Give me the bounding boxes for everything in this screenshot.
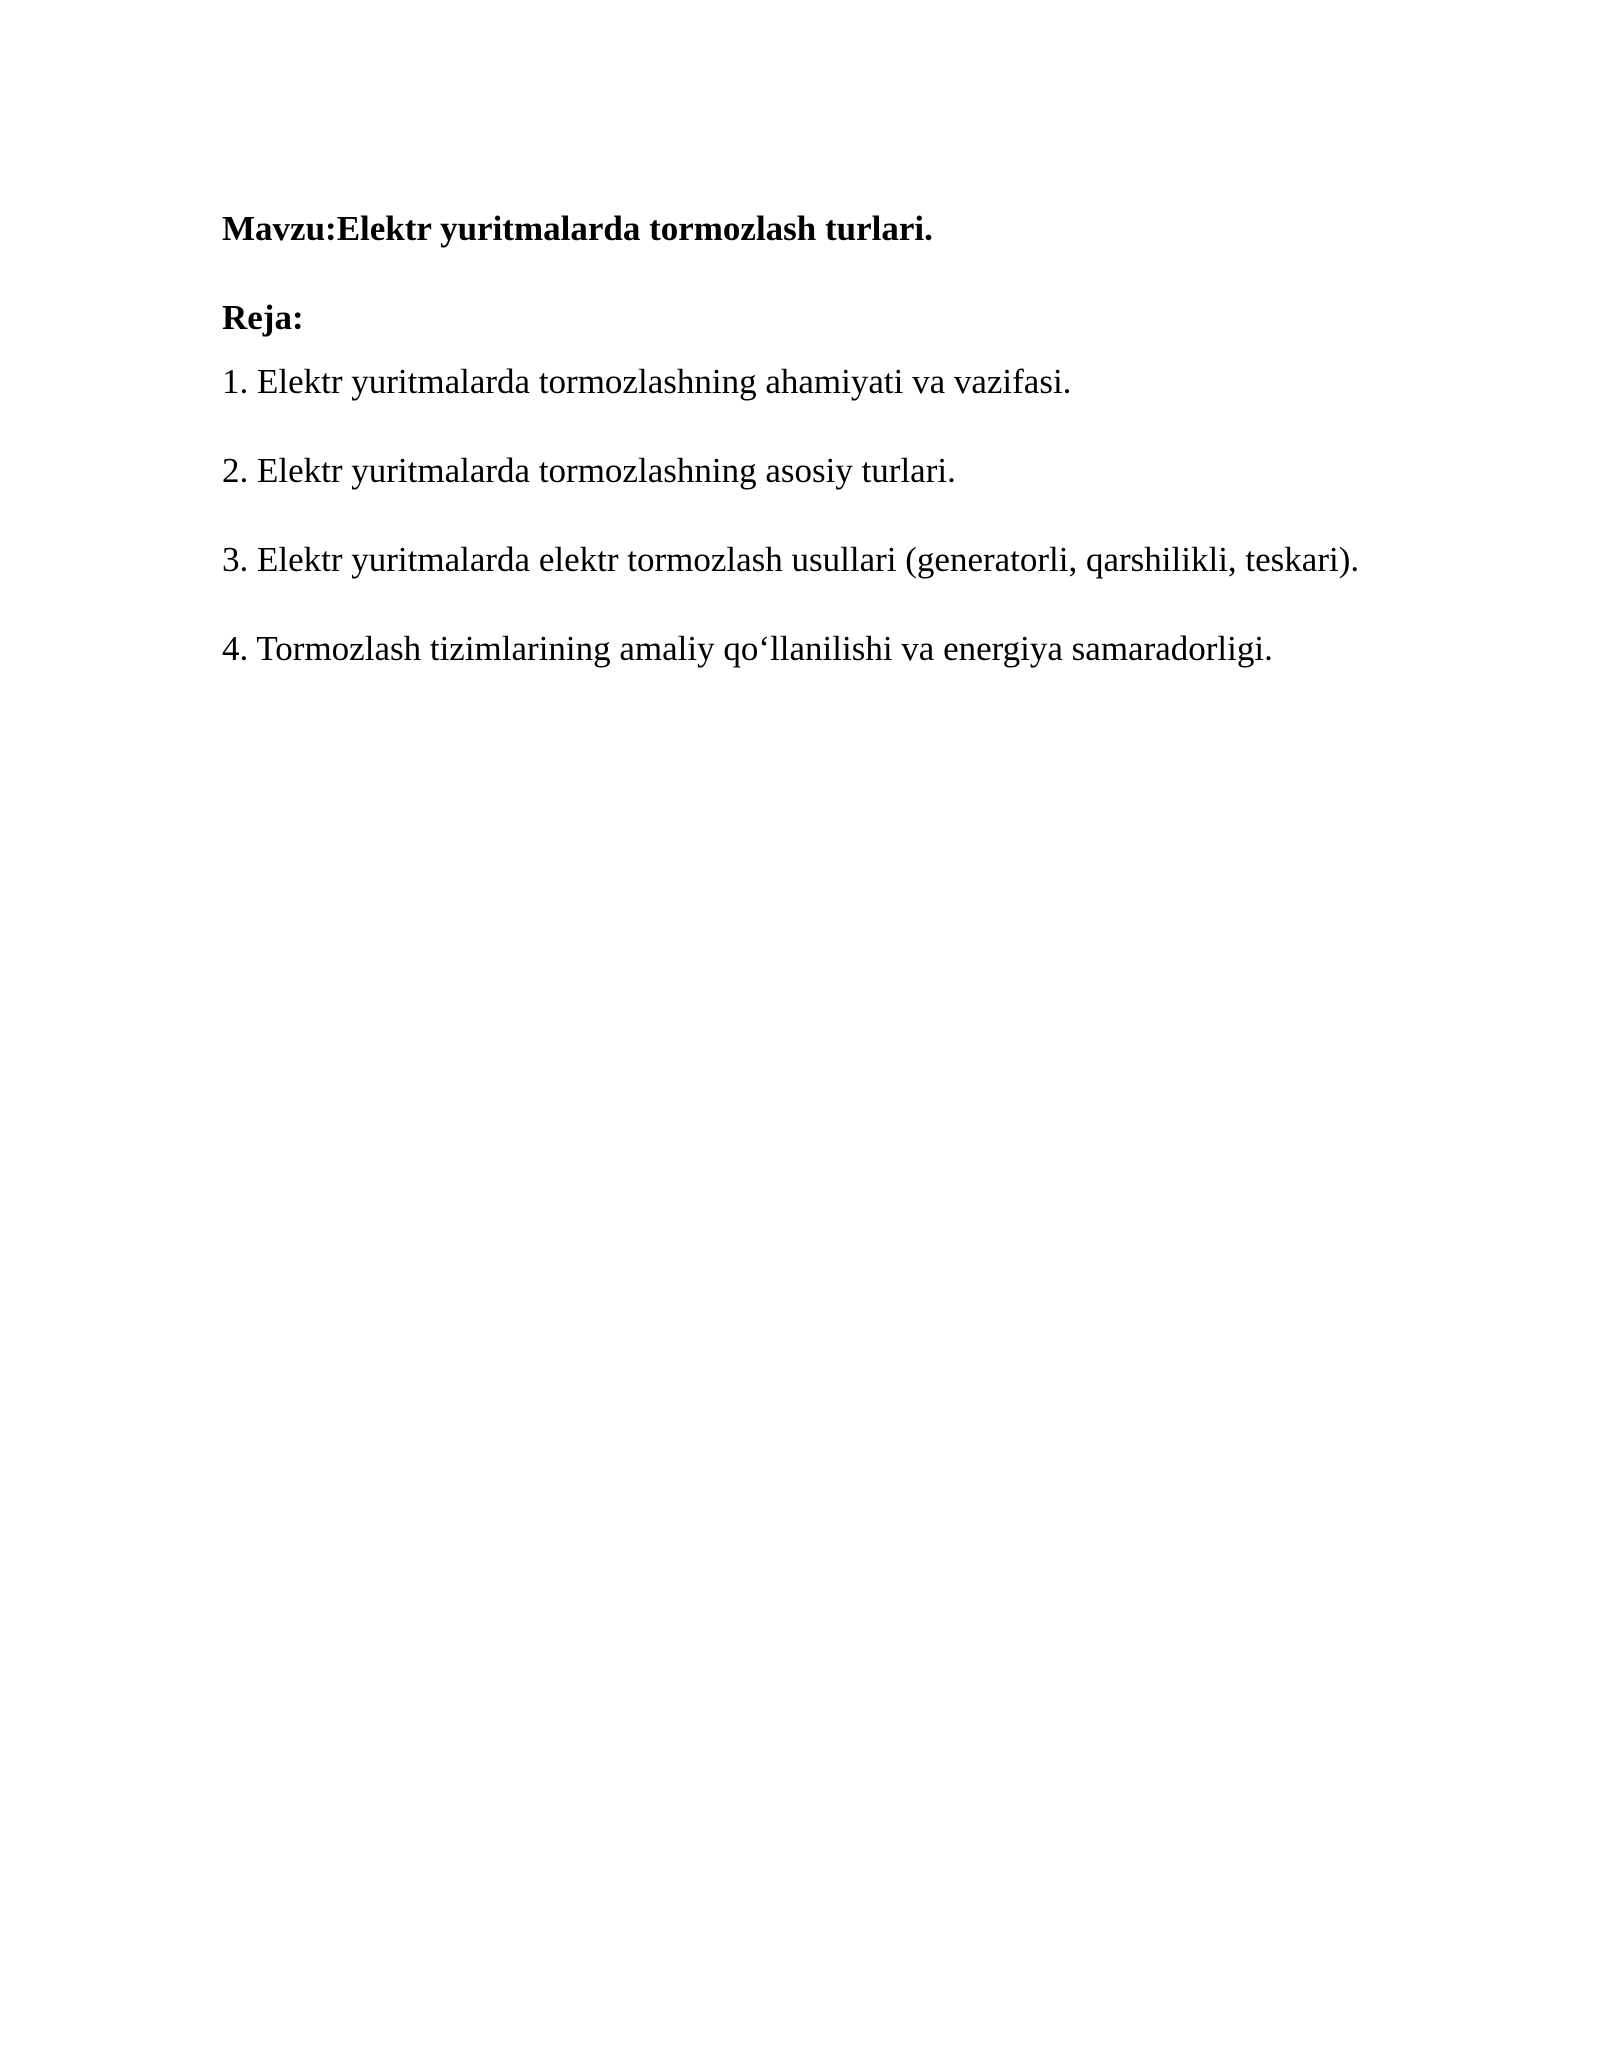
plan-item-4: 4. Tormozlash tizimlarining amaliy qo‘llanilishi va energiya samaradorligi.: [222, 629, 1273, 668]
plan-item-2: 2. Elektr yuritmalarda tormozlashning asosiy turlari.: [222, 451, 956, 490]
plan-item-1: 1. Elektr yuritmalarda tormozlashning ahamiyati va vazifasi.: [222, 362, 1072, 401]
topic-title: Mavzu:Elektr yuritmalarda tormozlash turlari.: [222, 209, 933, 248]
plan-heading: Reja:: [222, 298, 304, 337]
plan-list: [222, 358, 1422, 673]
page-content: [222, 205, 1422, 714]
plan-item-3: 3. Elektr yuritmalarda elektr tormozlash usullari (generatorli, qarshilikli, teskari).: [222, 540, 1360, 579]
